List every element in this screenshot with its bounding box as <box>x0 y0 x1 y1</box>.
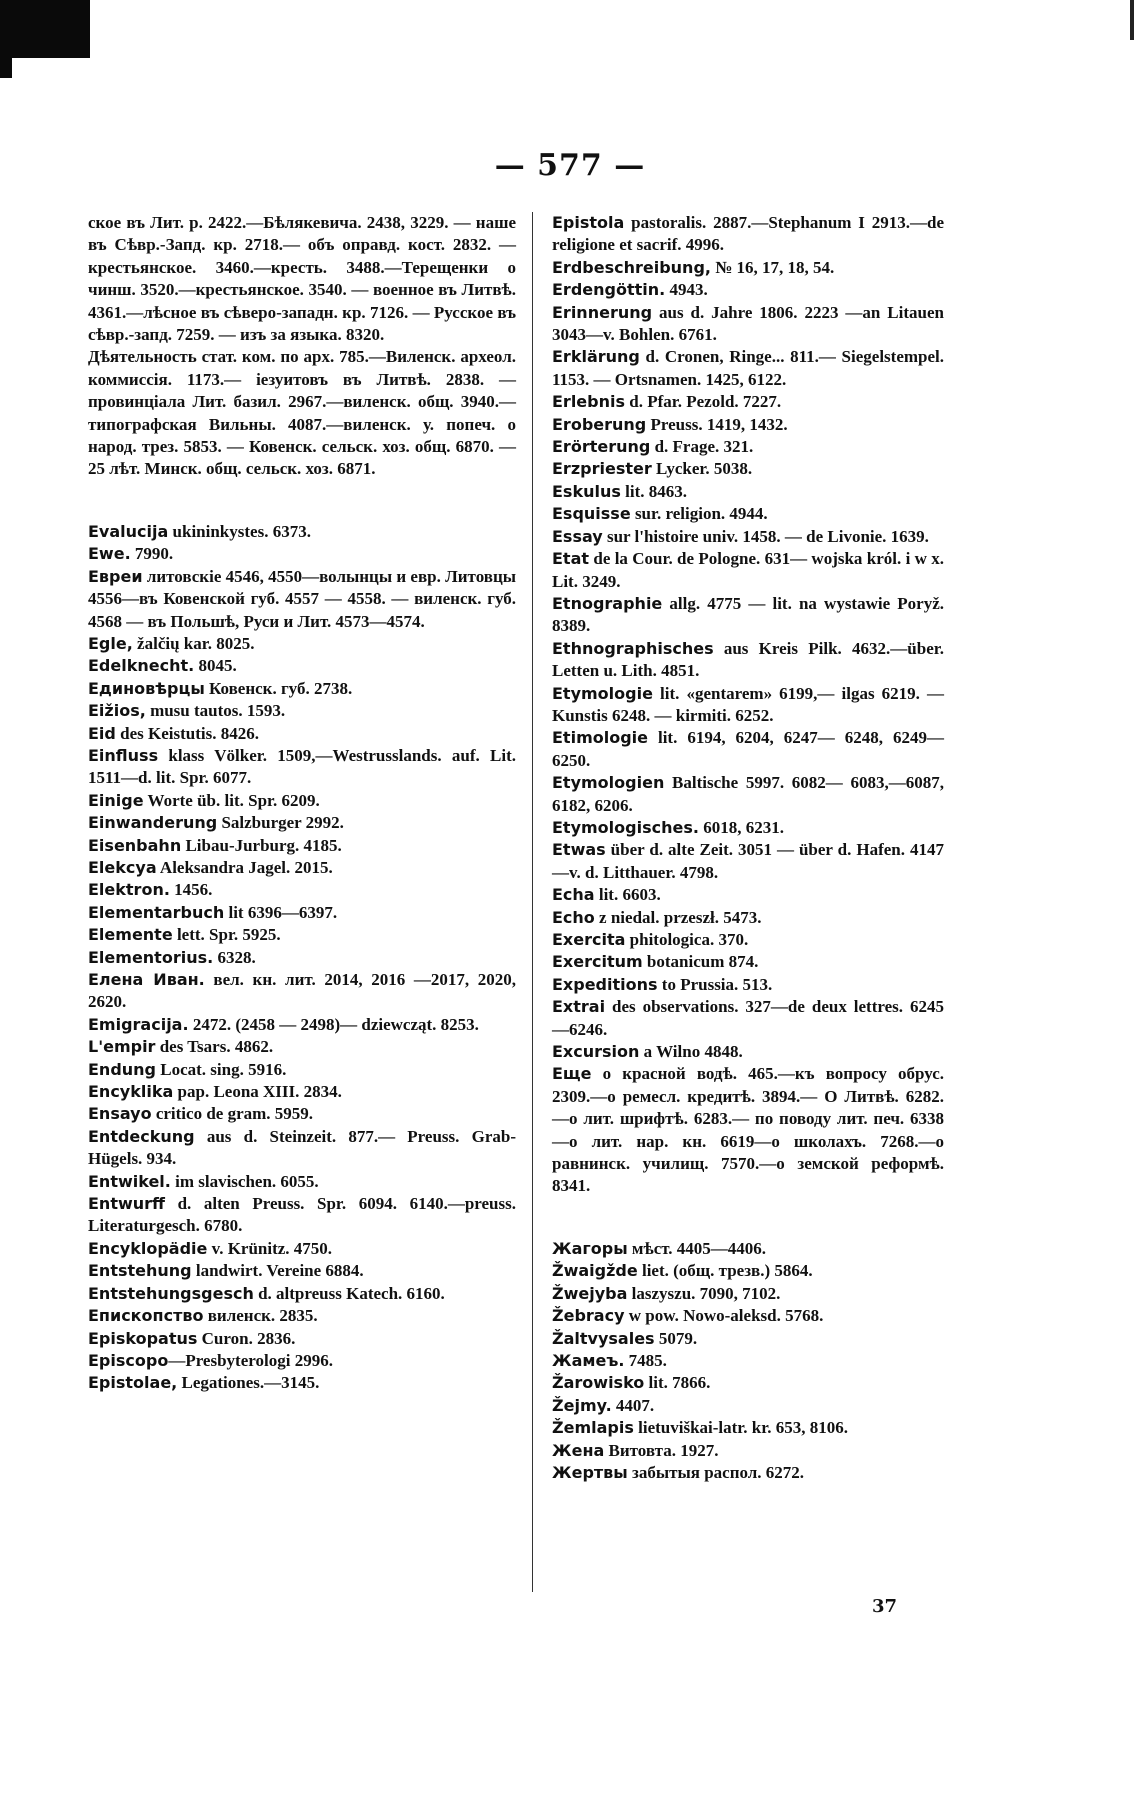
entry-headword: Elementarbuch <box>88 902 225 922</box>
entry-headword: Einwanderung <box>88 813 218 833</box>
entry-references: to Prussia. 513. <box>657 974 773 994</box>
entry-references: landwirt. Vereine 6884. <box>191 1261 364 1281</box>
entry-headword: Žarowisko <box>552 1373 645 1393</box>
entry-headword: Entwikel. <box>88 1171 171 1191</box>
entry-references: des observations. 327—de deux lettres. 6245—6246. <box>552 997 944 1039</box>
index-entry <box>552 884 944 906</box>
index-entry <box>88 1328 516 1350</box>
index-entry <box>552 302 944 347</box>
entry-references: lit. 6194, 6204, 6247— 6248, 6249—6250. <box>552 728 944 770</box>
index-entry <box>88 700 516 722</box>
entry-headword: Encyklopädie <box>88 1238 208 1258</box>
entry-headword: Entdeckung <box>88 1126 195 1146</box>
entry-headword: Exercitum <box>552 952 643 972</box>
entry-references: виленск. 2835. <box>203 1306 318 1326</box>
entry-headword: L'empir <box>88 1037 156 1057</box>
index-entry <box>88 678 516 700</box>
entry-headword: Ewe. <box>88 544 131 564</box>
index-entry <box>88 655 516 677</box>
entry-references: lietuviškai-latr. kr. 653, 8106. <box>633 1418 848 1438</box>
entry-references: lit. 6603. <box>594 885 661 905</box>
index-entry <box>88 1014 516 1036</box>
entry-headword: Erörterung <box>552 437 651 457</box>
entry-headword: Ensayo <box>88 1104 152 1124</box>
entry-headword: Endung <box>88 1059 157 1079</box>
index-entry <box>88 1372 516 1394</box>
entry-references: 4943. <box>665 280 708 300</box>
entry-headword: Etimologie <box>552 728 648 748</box>
entry-references: liet. (общ. трезв.) 5864. <box>637 1261 813 1281</box>
index-entry <box>552 1462 944 1484</box>
entry-headword: Evalucija <box>88 521 169 541</box>
entry-headword: Etwas <box>552 840 606 860</box>
index-entry <box>88 543 516 565</box>
entry-references: Lycker. 5038. <box>651 459 753 479</box>
index-entry <box>552 1041 944 1063</box>
index-entry <box>88 1036 516 1058</box>
index-entry <box>552 1305 944 1327</box>
index-entry <box>552 1063 944 1197</box>
entry-headword: Emigracija. <box>88 1014 189 1034</box>
index-entry <box>552 212 944 257</box>
entry-references: Витовта. 1927. <box>604 1440 719 1460</box>
entry-headword: Erinnerung <box>552 302 653 322</box>
entry-references: Preuss. 1419, 1432. <box>646 414 788 434</box>
entry-references: 7485. <box>624 1350 667 1370</box>
index-entry <box>88 790 516 812</box>
entry-references: Baltische 5997. 6082— 6083,—6087, 6182, 6206. <box>552 773 944 815</box>
index-entry <box>552 1417 944 1439</box>
index-entry <box>552 929 944 951</box>
entry-headword: Erlebnis <box>552 392 626 412</box>
index-entry <box>552 279 944 301</box>
index-entry <box>552 1395 944 1417</box>
entry-references: d. Cronen, Ringe... 811.— Siegelstempel. 1153. — Ortsnamen. 1425, 6122. <box>552 347 944 389</box>
entry-headword: Etymologisches. <box>552 817 699 837</box>
index-entry <box>552 951 944 973</box>
entry-references: aus d. Steinzeit. 877.— Preuss. Grab-Hügels. 934. <box>88 1126 516 1169</box>
index-entry <box>88 1081 516 1103</box>
entry-headword: Единовѣрцы <box>88 678 205 698</box>
index-entry <box>88 723 516 745</box>
index-entry <box>552 414 944 436</box>
index-entry <box>552 346 944 391</box>
entry-references: allg. 4775 — lit. na wystawie Poryž. 8389. <box>552 593 944 636</box>
entry-references: d. Frage. 321. <box>650 437 754 457</box>
index-entry <box>552 839 944 884</box>
entry-headword: Žejmy. <box>552 1395 612 1415</box>
entry-references: 6328. <box>213 947 256 967</box>
entry-references: литовскіе 4546, 4550—волынцы и евр. Литовцы 4556—въ Ковенской губ. 4557 — 4558. — виленск. губ. 4568 — въ Польшѣ, Руси и Лит. 4573—4574. <box>88 566 517 631</box>
entry-references: ukininkystes. 6373. <box>168 521 311 541</box>
entry-headword: Erklärung <box>552 347 640 367</box>
left-column <box>88 212 516 1395</box>
index-entry <box>88 924 516 946</box>
entry-references: мѣст. 4405—4406. <box>627 1238 767 1258</box>
entry-headword: Eskulus <box>552 481 621 501</box>
entry-references: 1456. <box>169 880 213 900</box>
index-entry <box>88 1350 516 1372</box>
entry-references: Curon. 2836. <box>197 1328 296 1348</box>
entry-references: lit 6396—6397. <box>224 902 338 922</box>
index-entry <box>552 503 944 525</box>
index-entry <box>552 907 944 929</box>
index-entry <box>88 1103 516 1125</box>
entry-headword: Esquisse <box>552 504 631 524</box>
index-entry <box>552 683 944 728</box>
entry-headword: Episkopatus <box>88 1328 198 1348</box>
entry-references: des Tsars. 4862. <box>155 1037 274 1057</box>
entry-headword: Евреи <box>88 566 143 586</box>
index-entry <box>88 1126 516 1171</box>
index-entry <box>552 817 944 839</box>
entry-references: de la Cour. de Pologne. 631— wojska król. i w x. Lit. 3249. <box>552 549 944 591</box>
entry-references: klass Völker. 1509,—Westrusslands. auf. Lit. 1511—d. lit. Spr. 6077. <box>88 745 516 788</box>
entry-references: Libau-Jurburg. 4185. <box>181 835 342 855</box>
index-entry <box>552 638 944 683</box>
entry-references: Worte üb. lit. Spr. 6209. <box>143 790 320 810</box>
entry-references: pap. Leona XIII. 2834. <box>173 1082 342 1102</box>
entry-references: botanicum 874. <box>642 952 759 972</box>
left-entry-list <box>88 521 516 1395</box>
index-entry <box>552 974 944 996</box>
entry-references: Salzburger 2992. <box>217 813 344 833</box>
entry-headword: Erdengöttin. <box>552 280 666 300</box>
index-entry <box>552 1328 944 1350</box>
right-entry-list-z <box>552 1238 944 1484</box>
entry-references: d. altpreuss Katech. 6160. <box>253 1283 445 1303</box>
entry-headword: Elekcya <box>88 857 157 877</box>
entry-headword: Echo <box>552 907 595 927</box>
entry-headword: Žwaigžde <box>552 1261 638 1281</box>
entry-headword: Elemente <box>88 925 173 945</box>
entry-headword: Etymologie <box>552 683 653 703</box>
entry-references: 2472. (2458 — 2498)— dziewcząt. 8253. <box>188 1014 479 1034</box>
entry-references: musu tautos. 1593. <box>145 701 286 721</box>
entry-references: 6018, 6231. <box>698 817 784 837</box>
entry-headword: Žemlapis <box>552 1418 634 1438</box>
index-entry <box>88 969 516 1014</box>
index-entry <box>552 772 944 817</box>
entry-headword: Erzpriester <box>552 459 652 479</box>
scan-corner-mark <box>0 0 90 58</box>
entry-references: lit. «gentarem» 6199,— ilgas 6219. — Kunstis 6248. — kirmiti. 6252. <box>552 683 944 725</box>
entry-headword: Extrai <box>552 997 606 1017</box>
entry-references: aus Kreis Pilk. 4632.—über. Letten u. Lith. 4851. <box>552 638 944 681</box>
entry-headword: Etnographie <box>552 593 663 613</box>
entry-headword: Ethnographisches <box>552 638 714 658</box>
right-entry-list <box>552 212 944 1198</box>
index-entry <box>552 526 944 548</box>
entry-headword: Epistolae, <box>88 1373 178 1393</box>
index-entry <box>552 1260 944 1282</box>
entry-headword: Encyklika <box>88 1082 174 1102</box>
entry-references: laszyszu. 7090, 7102. <box>627 1283 781 1303</box>
entry-headword: Жена <box>552 1440 605 1460</box>
entry-headword: Žwejyba <box>552 1283 628 1303</box>
entry-headword: Entstehungsgesch <box>88 1283 254 1303</box>
entry-headword: Eid <box>88 723 116 743</box>
entry-references: d. alten Preuss. Spr. 6094. 6140.—preuss. Literaturgesch. 6780. <box>88 1194 516 1236</box>
right-column <box>552 212 944 1484</box>
index-entry <box>552 436 944 458</box>
index-entry <box>552 1372 944 1394</box>
index-entry <box>552 727 944 772</box>
entry-references: žalčių kar. 8025. <box>132 633 255 653</box>
entry-headword: Elektron. <box>88 880 170 900</box>
index-entry <box>88 521 516 543</box>
entry-references: im slavischen. 6055. <box>170 1171 319 1191</box>
entry-references: lit. 7866. <box>644 1373 711 1393</box>
index-entry <box>88 1260 516 1282</box>
entry-references: phitologica. 370. <box>625 930 749 949</box>
entry-headword: Eižios, <box>88 701 146 721</box>
index-entry <box>88 1193 516 1238</box>
entry-headword: Eroberung <box>552 414 647 434</box>
entry-headword: Elementorius. <box>88 947 214 967</box>
entry-references: lett. Spr. 5925. <box>172 925 281 945</box>
entry-references: sur l'histoire univ. 1458. — de Livonie. 1639. <box>602 526 929 546</box>
index-entry <box>552 257 944 279</box>
entry-headword: Echa <box>552 885 595 905</box>
index-entry <box>88 1305 516 1327</box>
entry-references: lit. 8463. <box>620 481 687 501</box>
index-entry <box>552 481 944 503</box>
index-entry <box>88 812 516 834</box>
entry-headword: Essay <box>552 526 603 546</box>
index-entry <box>88 745 516 790</box>
index-entry <box>88 1059 516 1081</box>
entry-headword: Жагоры <box>552 1238 628 1258</box>
index-entry <box>88 566 516 633</box>
index-entry <box>88 879 516 901</box>
entry-references: 7990. <box>130 544 174 564</box>
entry-references: забытыя распол. 6272. <box>627 1462 805 1482</box>
entry-references: critico de gram. 5959. <box>151 1104 314 1124</box>
entry-headword: Entstehung <box>88 1261 192 1281</box>
entry-references: des Keistutis. 8426. <box>115 723 259 743</box>
entry-headword: Erdbeschreibung, <box>552 257 711 277</box>
index-entry <box>552 996 944 1041</box>
entry-references: pastoralis. 2887.—Stephanum I 2913.—de religione et sacrif. 4996. <box>552 213 944 255</box>
index-entry <box>88 857 516 879</box>
index-entry <box>88 1171 516 1193</box>
index-entry <box>552 391 944 413</box>
entry-references: о красной водѣ. 465.—къ вопросу обрус. 2309.—о ремесл. кредитѣ. 3894.— О Литвѣ. 6282.—о лит. шрифтѣ. 6283.— по поводу лит. печ. 6338—о лит. нар. кн. 6619—о школахъ. 7268.—о равнинск. училищ. 7570.—о земской реформѣ. 8341. <box>552 1064 944 1196</box>
entry-headword: Exercita <box>552 930 626 949</box>
entry-references: вел. кн. лит. 2014, 2016 —2017, 2020, 2620. <box>88 970 516 1012</box>
entry-references: Aleksandra Jagel. 2015. <box>156 857 333 877</box>
entry-headword: Entwurff <box>88 1194 165 1214</box>
entry-references: 4407. <box>611 1395 655 1415</box>
scan-edge-mark <box>1130 0 1134 40</box>
index-entry <box>88 947 516 969</box>
page-number: — 577 — <box>494 148 646 183</box>
entry-references: Ковенск. губ. 2738. <box>204 678 353 698</box>
entry-headword: Žaltvysales <box>552 1328 655 1348</box>
entry-references: 5079. <box>654 1328 698 1348</box>
entry-headword: Egle, <box>88 633 133 653</box>
index-entry <box>552 1440 944 1462</box>
entry-references: d. Pfar. Pezold. 7227. <box>625 392 782 412</box>
entry-headword: Etat <box>552 549 590 569</box>
entry-references: a Wilno 4848. <box>639 1042 743 1062</box>
index-entry <box>552 1238 944 1260</box>
entry-references: Legationes.—3145. <box>177 1373 320 1393</box>
entry-headword: Edelknecht. <box>88 656 195 676</box>
entry-references: № 16, 17, 18, 54. <box>710 257 835 277</box>
entry-references: Locat. sing. 5916. <box>156 1059 287 1079</box>
entry-references: sur. religion. 4944. <box>630 504 768 524</box>
entry-headword: Жамеъ. <box>552 1350 625 1370</box>
index-entry <box>88 835 516 857</box>
entry-headword: Еще <box>552 1064 592 1084</box>
entry-headword: Žebracy <box>552 1306 625 1326</box>
index-entry <box>88 633 516 655</box>
entry-headword: Einfluss <box>88 745 159 765</box>
entry-references: z niedal. przeszł. 5473. <box>594 907 762 927</box>
left-top-entry-1: ское въ Лит. р. 2422.—Бѣлякевича. 2438, 3229. — нашe въ Сѣвр.-Запд. кр. 2718.— объ оправд. кост. 2832. — крестьянское. 3460.—кресть. 3488.—Терещенки о чинш. 3520.—крестьянское. 3540. — военное въ Литвѣ. 4361.—лѣсное въ сѣверо-западн. кр. 7126. — Русское въ сѣвр.-запд. 7259. — изъ за языка. 8320. <box>88 213 516 345</box>
entry-headword: Елена Иван. <box>88 970 205 989</box>
left-top-entry-2: Дѣятельность стат. ком. по арх. 785.—Виленск. археол. коммиссія. 1173.— іезуитовъ въ Литвѣ. 2838. — провинціала Лит. базил. 2967.—виленск. общ. 3940.— типографская Вильны. 4087.—виленск. у. попеч. о народ. трез. 5853. — Ковенск. сельск. хоз. общ. 6870. — 25 лѣт. Минск. общ. сельск. хоз. 6871. <box>88 347 516 479</box>
entry-headword: Episcopo <box>88 1350 169 1370</box>
entry-headword: Excursion <box>552 1042 640 1062</box>
index-entry <box>552 548 944 593</box>
entry-headword: Epistola <box>552 213 625 232</box>
entry-references: aus d. Jahre 1806. 2223 —an Litauen 3043—v. Bohlen. 6761. <box>552 302 944 345</box>
entry-references: w pow. Nowo-aleksd. 5768. <box>624 1306 824 1326</box>
index-entry <box>88 1238 516 1260</box>
entry-headword: Einige <box>88 790 144 810</box>
entry-headword: Епископство <box>88 1306 204 1326</box>
index-entry <box>88 902 516 924</box>
entry-headword: Eisenbahn <box>88 835 182 855</box>
index-entry <box>88 1283 516 1305</box>
entry-references: über d. alte Zeit. 3051 — über d. Hafen. 4147—v. d. Litthauer. 4798. <box>552 840 944 882</box>
signature-number: 37 <box>872 1596 898 1617</box>
entry-headword: Expeditions <box>552 974 658 994</box>
entry-references: v. Krünitz. 4750. <box>207 1238 333 1258</box>
index-entry <box>552 458 944 480</box>
entry-references: —Presbyterologi 2996. <box>168 1350 333 1370</box>
column-divider <box>532 212 533 1592</box>
entry-references: 8045. <box>194 656 237 676</box>
entry-headword: Etymologien <box>552 773 665 793</box>
entry-headword: Жертвы <box>552 1462 628 1482</box>
index-entry <box>552 1350 944 1372</box>
index-entry <box>552 1283 944 1305</box>
index-entry <box>552 593 944 638</box>
